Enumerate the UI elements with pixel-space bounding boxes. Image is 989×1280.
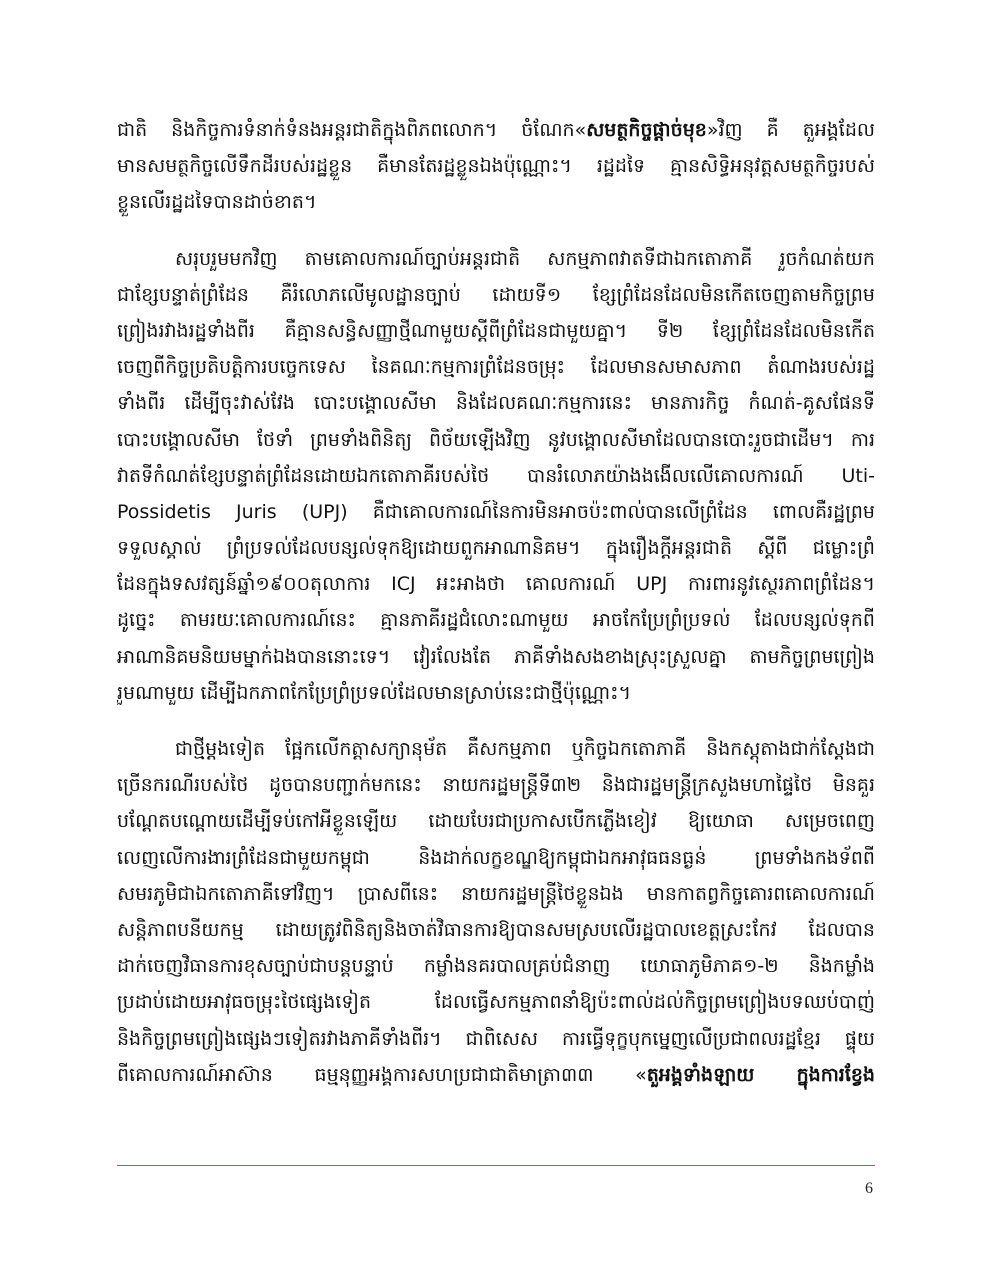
paragraph-3	[117, 731, 875, 1093]
text-line: ជាតិ និងកិច្ចការទំនាក់ទំនងអន្តរជាតិក្នុងពិភពលោក។ ចំណែក«សមត្ថកិច្ចផ្តាច់មុខ»វិញ គឺ តួអង្គដែល	[117, 119, 875, 141]
text-line: ទទួលស្គាល់ ព្រំប្រទល់ដែលបន្សល់ទុកឱ្យដោយពួកអាណានិគម។ ក្នុងរឿងក្តីអន្តរជាតិ ស្តីពី ជម្លោះព្រំ	[117, 537, 875, 560]
text-line: ព្រៀងរវាងរដ្ឋទាំងពីរ គឺគ្មានសន្ធិសញ្ញាថ្មីណាមួយស្តីពីព្រំដែនជាមួយគ្នា។ ទី២ ខ្សែព្រំដែនដែលមិនកើត	[117, 319, 875, 342]
text-line: បោះបង្គោលសីមា ថែទាំ ព្រមទាំងពិនិត្យ ពិច័យឡើងវិញ នូវបង្គោលសីមាដែលបានបោះរួចជាដើម។ ការ	[117, 428, 875, 451]
text-line: ប្រដាប់ដោយអាវុធចម្រុះថៃផ្សេងទៀត ដែលធ្វើសកម្មភាពនាំឱ្យប៉ះពាល់ដល់កិច្ចព្រមព្រៀងបទឈប់បាញ់	[117, 991, 875, 1014]
text-line: ដែនក្នុងទសវត្សន៍ឆ្នាំ១៩០០តុលាការ ICJ អះអាងថា គោលការណ៍ UPJ ការពារនូវស្ថេរភាពព្រំដែន។	[117, 573, 875, 596]
text-line: ជាខ្សែបន្ទាត់ព្រំដែន គឺរំលោភលើមូលដ្ឋានច្បាប់ ដោយទី១ ខ្សែព្រំដែនដែលមិនកើតចេញតាមកិច្ចព្រម	[117, 283, 875, 306]
text-line: ដាក់ចេញវិធានការខុសច្បាប់ជាបន្តបន្ទាប់ កម្លាំងនគរបាលគ្រប់ជំនាញ យោធាភូមិភាគ១-២ និងកម្លាំង	[117, 955, 875, 978]
paragraph-1	[117, 112, 875, 221]
text-line: Possidetis Juris (UPJ) គឺជាគោលការណ៍នៃការមិនអាចប៉ះពាល់បានលើព្រំដែន ពោលគឺរដ្ឋព្រម	[117, 500, 875, 523]
text-line: អាណានិគមនិយមម្នាក់ឯងបាននោះទេ។ វៀរលែងតែ ភាគីទាំងសងខាងស្រុះស្រួលគ្នា តាមកិច្ចព្រមព្រៀង	[117, 645, 875, 668]
text-line: ច្រើនករណីរបស់ថៃ ដូចបានបញ្ជាក់មកនេះ នាយករដ្ឋមន្ត្រីទី៣២ និងជារដ្ឋមន្ត្រីក្រសួងមហាផ្ទៃថៃ មិនគួរ	[117, 774, 875, 797]
paragraph-2	[117, 241, 875, 711]
body-text	[117, 112, 875, 1113]
page-number: 6	[865, 1180, 873, 1197]
text-line: ចេញពីកិច្ចប្រតិបត្តិការបច្ចេកទេស នៃគណៈកម្មការព្រំដែនចម្រុះ ដែលមានសមាសភាព តំណាងរបស់រដ្ឋ	[117, 356, 875, 379]
bold-term: តួអង្គទាំងឡាយ ក្នុងការខ្វែង	[646, 1063, 875, 1086]
text-line: វាតទីកំណត់ខ្សែបន្ទាត់ព្រំដែនដោយឯកតោភាគីរបស់ថៃ បានរំលោភយ៉ាងងងើលលើគោលការណ៍ Uti-	[117, 464, 875, 487]
bold-term: សមត្ថកិច្ចផ្តាច់មុខ	[586, 119, 707, 141]
text-line: និងកិច្ចព្រមព្រៀងផ្សេងៗទៀតរវាងភាគីទាំងពីរ។ ជាពិសេស ការធ្វើទុក្ខបុកម្នេញលើប្រជាពលរដ្ឋខ្មែរ ផ្ទុយ	[117, 1027, 875, 1050]
text-line: ដូច្នេះ តាមរយៈគោលការណ៍នេះ គ្មានភាគីរដ្ឋជំលោះណាមួយ អាចកែប្រែព្រំប្រទល់ ដែលបន្សល់ទុកពី	[117, 609, 875, 632]
text-line: សន្តិភាពបនីយកម្ម ដោយត្រូវពិនិត្យនិងចាត់វិធានការឱ្យបានសមស្របលើរដ្ឋបាលខេត្តស្រះកែវ ដែលបាន	[117, 918, 875, 941]
text-line: ខ្លួនលើរដ្ឋដទៃបានដាច់ខាត។	[117, 191, 317, 214]
text-line: សមរភូមិជាឯកតោភាគីទៅវិញ។ ប្រាសពីនេះ នាយករដ្ឋមន្ត្រីថៃខ្លួនឯង មានកាតព្វកិច្ចគោរពគោលការណ៍	[117, 882, 875, 905]
footer-rule	[117, 1165, 875, 1166]
text-line: សរុបរួមមកវិញ តាមគោលការណ៍ច្បាប់អន្តរជាតិ សកម្មភាពវាតទីជាឯកតោភាគី រួចកំណត់យក	[175, 247, 875, 270]
text-line: មានសមត្ថកិច្ចលើទឹកដីរបស់រដ្ឋខ្លួន គឺមានតែរដ្ឋខ្លួនឯងប៉ុណ្ណោះ។ រដ្ឋដទៃ គ្មានសិទ្ធិអនុវត្តសមត្ថកិច្ចរបស់	[117, 155, 875, 178]
text-line: ទាំងពីរ ដើម្បីចុះវាស់វែង បោះបង្គោលសីមា និងដែលគណៈកម្មការនេះ មានភារកិច្ច កំណត់-គូសផែនទី	[117, 392, 875, 415]
text-line: បណ្តែតបណ្តោយដើម្បីទប់កៅអីខ្លួនឡើយ ដោយបែរជាប្រកាសបើកភ្លើងខៀវ ឱ្យយោធា សម្រេចពេញ	[117, 810, 875, 833]
text-line: ពីគោលការណ៍អាស៊ាន ធម្មនុញ្ញអង្គការសហប្រជាជាតិមាត្រា៣៣ «តួអង្គទាំងឡាយ ក្នុងការខ្វែង	[117, 1063, 875, 1086]
text-line: រួមណាមួយ ដើម្បីឯកភាពកែប្រែព្រំប្រទល់ដែលមានស្រាប់នេះជាថ្មីប៉ុណ្ណោះ។	[117, 681, 631, 704]
text-line: ជាថ្មីម្តងទៀត ផ្អែកលើកត្តាសក្យានុម័ត គឺសកម្មភាព ឬកិច្ចឯកតោភាគី និងកស្តុតាងជាក់ស្តែងជា	[175, 738, 875, 760]
text-line: លេញលើការងារព្រំដែនជាមួយកម្ពុជា និងដាក់លក្ខខណ្ឌឱ្យកម្ពុជាឯកអាវុធធនធ្ងន់ ព្រមទាំងកងទ័ពពី	[117, 846, 875, 869]
